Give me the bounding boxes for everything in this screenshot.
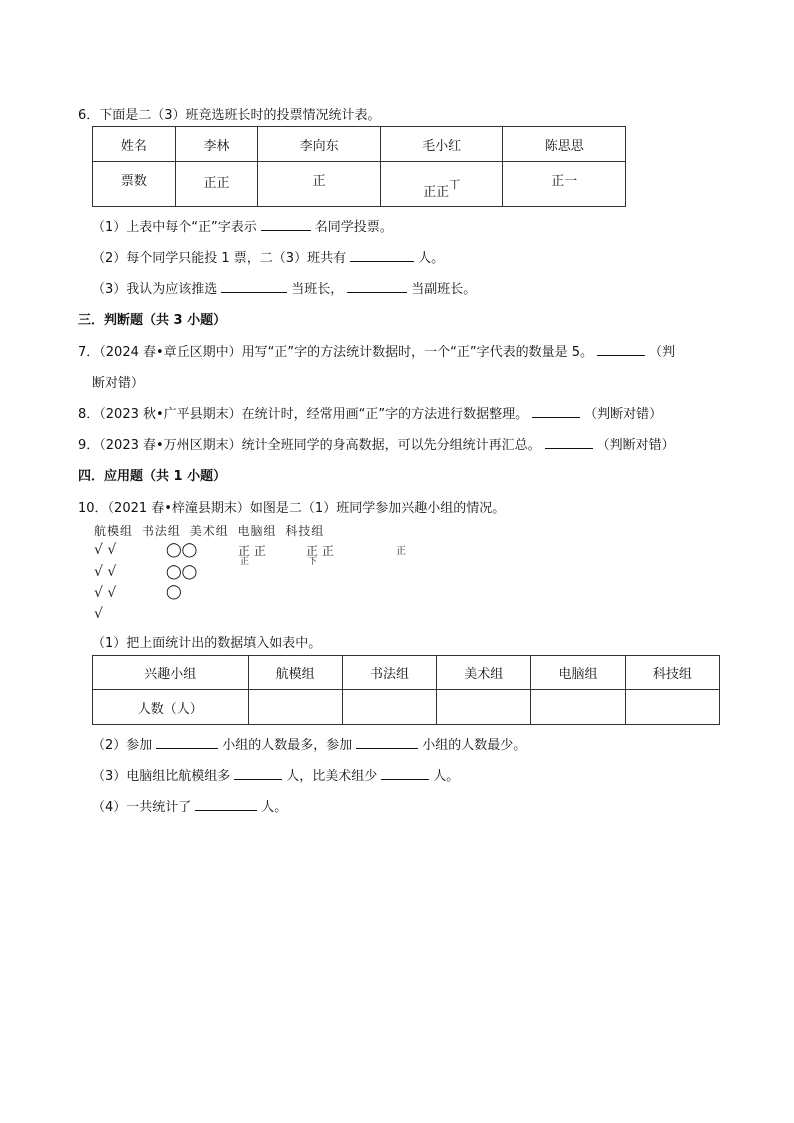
q6-sub2-text: （2）每个同学只能投 1 票，二（3）班共有 [92,251,347,266]
q6-extra-tally-mark: 丅 [449,178,461,191]
q10-sub3-blank-1[interactable] [234,767,282,780]
figure-circle-row-1: ◯◯ [166,542,198,558]
q6-sub1-blank[interactable] [261,218,311,231]
figure-check-row-4: √ [94,606,103,622]
figure-label-keji: 科技组 [285,524,325,538]
q10-sub2-blank-1[interactable] [156,736,218,749]
figure-check-row-2: √ √ [94,564,117,580]
q10-sub4-text-after: 人。 [261,800,288,815]
q6-sub3-text: （3）我认为应该推选 [92,282,218,297]
figure-check-row-3: √ √ [94,585,117,601]
figure-circle-row-2: ◯◯ [166,564,198,580]
figure-art-tally-2: 正 [240,557,250,567]
q10-sub3-blank-2[interactable] [381,767,429,780]
q10-cell-diannao[interactable] [531,690,625,725]
q10-sub4 [92,796,287,815]
figure-circle-row-3: ◯ [166,584,182,600]
q10-sub2 [92,734,526,753]
q6-header-lixiangdong: 李向东 [258,127,381,162]
q10-sub3-text-mid: 人，比美术组少 [286,769,378,784]
figure-computer-tally-1: 正 正 [306,544,334,558]
q10-fill-table [92,655,720,725]
q10-sub4-text: （4）一共统计了 [92,800,192,815]
figure-label-diannao: 电脑组 [237,524,277,538]
q6-sub1-text: （1）上表中每个“正”字表示 [92,220,257,235]
q10-header-meishu: 美术组 [437,656,531,690]
figure-group-labels [94,522,324,539]
q6-sub2-text-after: 人。 [418,251,445,266]
q8-text: 8．（2023 秋•广平县期末）在统计时，经常用画“正”字的方法进行数据整理。 [78,407,529,422]
q6-votes-chensisi: 正一 [503,162,626,207]
q6-row-label: 票数 [93,162,176,207]
q6-sub3 [92,278,476,297]
q8-blank[interactable] [532,405,580,418]
figure-label-meishu: 美术组 [189,524,229,538]
figure-check-row-1: √ √ [94,542,117,558]
q6-sub3-blank-2[interactable] [347,280,407,293]
section-application-title: 四．应用题（共 1 小题） [78,469,227,484]
q10-cell-hangmo[interactable] [248,690,342,725]
q7-text: 7．（2024 春•章丘区期中）用写“正”字的方法统计数据时，一个“正”字代表的数量是 5。 [78,345,593,360]
figure-tech-tally: 正 [396,546,406,557]
q10-sub2-text: （2）参加 [92,738,153,753]
q8-tail: （判断对错） [584,407,663,422]
q9 [78,434,675,453]
q6-header-name: 姓名 [93,127,176,162]
q10-cell-shufa[interactable] [342,690,436,725]
q10-sub2-blank-2[interactable] [356,736,418,749]
q10-stem: 10．（2021 春•梓潼县期末）如图是二（1）班同学参加兴趣小组的情况。 [78,501,506,516]
q6-votes-maoxiaohong: 正正 [423,185,450,200]
q10-sub4-blank[interactable] [195,798,257,811]
figure-computer-tally-2: 下 [308,557,318,567]
q10-cell-meishu[interactable] [437,690,531,725]
q6-sub2-blank[interactable] [350,249,414,262]
figure-art-tally-1: 正 正 [238,544,266,558]
q6-votes-lixiangdong: 正 [258,162,381,207]
q10-sub2-text-mid: 小组的人数最多，参加 [222,738,353,753]
q7-blank[interactable] [597,343,645,356]
q7-line2: 断对错） [92,376,145,391]
q6-sub2 [92,247,444,266]
q6-sub3-text-after: 当副班长。 [411,282,477,297]
q10-sub3 [92,765,459,784]
q8 [78,403,662,422]
q10-header-shufa: 书法组 [342,656,436,690]
q10-sub3-text: （3）电脑组比航模组多 [92,769,231,784]
q6-header-chensisi: 陈思思 [503,127,626,162]
q10-tally-figure [94,522,444,624]
q10-sub2-text-after: 小组的人数最少。 [422,738,527,753]
q10-row-label: 人数（人） [93,690,249,725]
q10-header-hangmo: 航模组 [248,656,342,690]
q6-votes-lilin: 正正 [175,162,258,207]
q6-sub1 [92,216,393,235]
figure-label-shufa: 书法组 [141,524,181,538]
section-judgement-title: 三．判断题（共 3 小题） [78,313,227,328]
q9-blank[interactable] [545,436,593,449]
q6-stem: 6．下面是二（3）班竞选班长时的投票情况统计表。 [78,108,381,123]
q10-header-group: 兴趣小组 [93,656,249,690]
q6-sub3-text-mid: 当班长， [291,282,344,297]
q6-header-lilin: 李林 [175,127,258,162]
q9-text: 9．（2023 春•万州区期末）统计全班同学的身高数据，可以先分组统计再汇总。 [78,438,541,453]
q10-header-keji: 科技组 [625,656,719,690]
q6-sub1-text-after: 名同学投票。 [314,220,393,235]
q6-header-maoxiaohong: 毛小红 [380,127,503,162]
q6-sub3-blank-1[interactable] [221,280,287,293]
q10-cell-keji[interactable] [625,690,719,725]
q7-tail: （判 [649,345,676,360]
q9-tail: （判断对错） [596,438,675,453]
q10-header-diannao: 电脑组 [531,656,625,690]
figure-label-hangmo: 航模组 [94,524,134,538]
q10-sub3-text-after: 人。 [433,769,460,784]
q10-sub1: （1）把上面统计出的数据填入如表中。 [92,636,322,651]
q7-line1 [78,341,675,360]
